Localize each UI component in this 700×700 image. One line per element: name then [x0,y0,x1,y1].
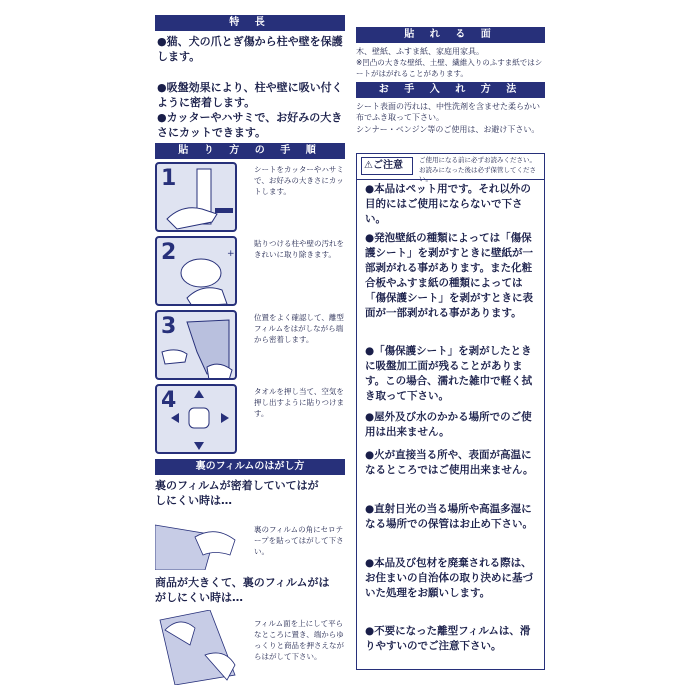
caution-divider [357,179,544,180]
tape-peel-illustration [155,515,245,570]
peel-case2-text: フィルム面を上にして平らなところに置き、端からゆっくりと商品を押さえながらはがして下さい。 [254,619,344,661]
caution-item-3: ●「傷保護シート」を剥がしたときに吸盤加工面が残ることがあります。この場合、濡れた雑巾で軽く拭き取って下さい。 [365,345,533,402]
step-3-text: 位置をよく確認して、離型フィルムをはがしながら端から密着します。 [254,313,344,344]
press-illustration [157,386,237,454]
step-3-number: 3 [161,314,177,339]
care-text-2: シンナー・ベンジン等のご使用は、お避け下さい。 [356,125,540,134]
cutter-illustration [157,164,237,232]
caution-title: ご注意 [372,160,403,171]
peel-header: 裏のフィルムのはがし方 [155,459,345,475]
step-3-illustration [155,310,237,380]
step-4-text: タオルを押し当て、空気を押し出すように貼りつけます。 [254,387,344,418]
attach-illustration [157,312,237,380]
peel-case1-text: 裏のフィルムの角にセロテープを貼ってはがして下さい。 [254,525,344,556]
svg-text:+: + [227,249,235,259]
step-2-number: 2 [161,240,177,265]
care-text-1: シート表面の汚れは、中性洗剤を含ませた柔らかい布でふき取って下さい。 [356,102,540,122]
feature-item-1: ●猫、犬の爪とぎ傷から柱や壁を保護します。 [157,35,343,63]
step-4-illustration [155,384,237,454]
caution-item-4: ●屋外及び水のかかる場所でのご使用は出来ません。 [365,411,532,438]
feature-item-3: ●カッターやハサミで、お好みの大きさにカットできます。 [157,111,343,139]
step-2-text: 貼りつける柱や壁の汚れをきれいに取り除きます。 [254,239,344,259]
wipe-illustration [157,238,237,306]
step-2-illustration [155,236,237,306]
surface-header: 貼 れ る 面 [356,27,545,43]
caution-item-8: ●不要になった離型フィルムは、滑りやすいのでご注意下さい。 [365,625,531,652]
step-4-number: 4 [161,388,177,413]
step-1-illustration [155,162,237,232]
caution-title-box [361,157,413,175]
surface-text: 木、壁紙、ふすま紙、家庭用家具。 [356,47,484,56]
caution-item-6: ●直射日光の当る場所や高温多湿になる場所での保管はお止め下さい。 [365,503,533,530]
caution-side-note: ご使用になる前に必ずお読みください。お読みになった後は必ず保管してください。 [419,156,536,183]
step-1-number: 1 [161,166,177,191]
caution-item-2: ●発泡壁紙の種類によっては「傷保護シート」を剥がすときに壁紙が一部剥がれる事があります。また化粧合板やふすま紙の種類によっては「傷保護シート」を剥がすときに表面が一部剥がれる事があります。 [365,232,533,319]
warning-icon: ⚠ [364,160,373,171]
caution-item-1: ●本品はペット用です。それ以外の目的にはご使用にならないで下さい。 [365,183,531,225]
peel-case1-title: 裏のフィルムが密着していてはがしにくい時は… [155,479,319,507]
step-1-text: シートをカッターやハサミで、お好みの大きさにカットします。 [254,165,344,196]
care-header: お 手 入 れ 方 法 [356,82,545,98]
peel-case2-title: 商品が大きくて、裏のフィルムがはがしにくい時は… [155,576,330,604]
surface-note: ※凹凸の大きな壁紙、土壁、繊維入りのふすま紙ではシートがはがれることがあります。 [356,58,543,78]
feature-item-2: ●吸盤効果により、柱や壁に吸い付くように密着します。 [157,81,343,109]
howto-header: 貼 り 方 の 手 順 [155,143,345,159]
features-header: 特 長 [155,15,345,31]
caution-item-7: ●本品及び包材を廃棄される際は、お住まいの自治体の取り決めに基づいた処理をお願いします。 [365,557,533,599]
caution-item-5: ●火が直接当る所や、表面が高温になるところではご使用出来ません。 [365,449,534,476]
caution-box [356,153,545,670]
film-peel-illustration [155,610,245,685]
